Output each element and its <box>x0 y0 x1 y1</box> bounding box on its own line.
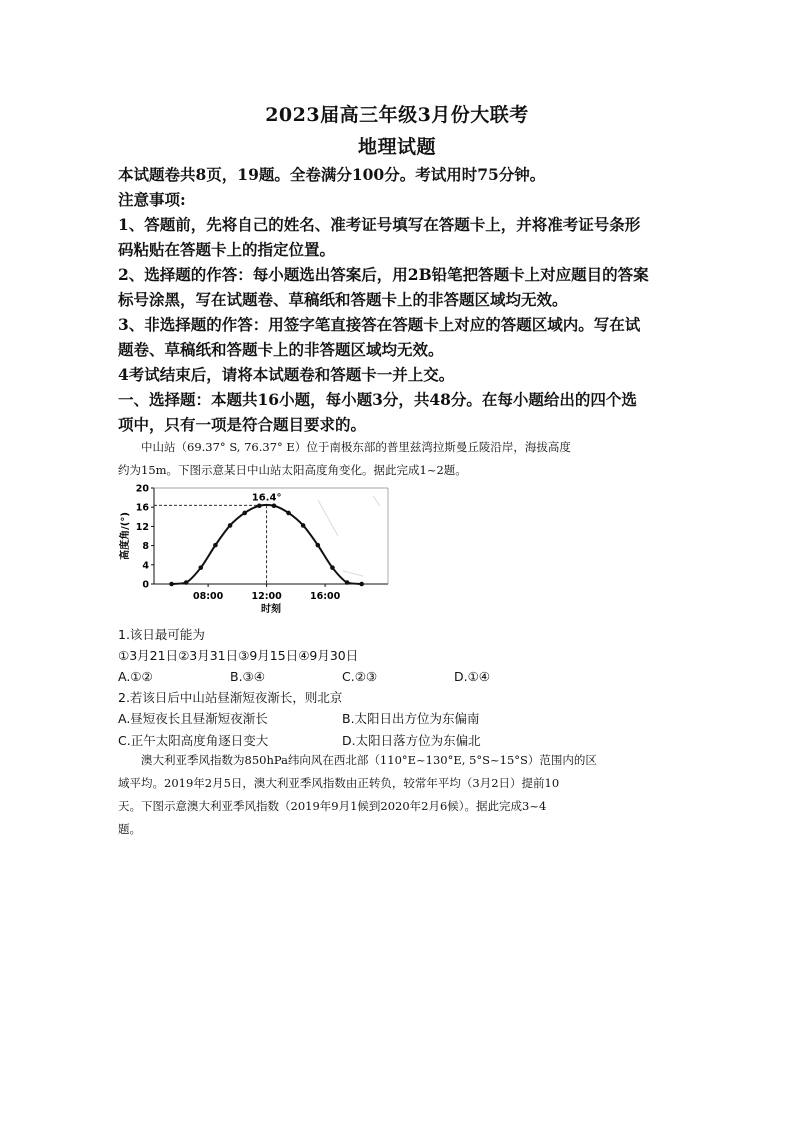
data-point <box>228 523 233 528</box>
exam-title: 2023届高三年级3月份大联考 <box>265 104 529 126</box>
peak-annotation: 16.4° <box>251 492 282 504</box>
exam-subject: 地理试题 <box>357 136 436 158</box>
y-tick-label: 12 <box>135 521 149 533</box>
y-tick-label: 20 <box>135 483 149 495</box>
y-ticks <box>136 484 154 591</box>
question-choices: ①3月21日②3月31日③9月15日④9月30日 <box>118 648 359 663</box>
faint-background-marks <box>318 496 380 576</box>
instruction-line: 2、选择题的作答：每小题选出答案后，用2B铅笔把答题卡上对应题目的答案 <box>118 265 649 284</box>
x-ticks <box>193 584 341 602</box>
option-c[interactable]: C.正午太阳高度角逐日变大 <box>118 733 269 748</box>
instruction-line: 题卷、草稿纸和答题卡上的非答题区域均无效。 <box>118 340 444 359</box>
question-stem: 1.该日最可能为 <box>118 627 205 642</box>
data-point <box>242 511 247 516</box>
instruction-line: 1、答题前，先将自己的姓名、准考证号填写在答题卡上，并将准考证号条形 <box>118 215 641 234</box>
option-row <box>118 730 698 751</box>
peak-guides <box>154 505 267 584</box>
option-d[interactable]: D.太阳日落方位为东偏北 <box>342 733 481 748</box>
question-stem: 2.若该日后中山站昼渐短夜渐长，则北京 <box>118 690 343 705</box>
data-point <box>272 503 277 508</box>
instruction-line: 3、非选择题的作答：用签字笔直接答在答题卡上对应的答题区域内。写在试 <box>118 315 641 334</box>
x-tick-label: 16:00 <box>309 591 341 602</box>
option-d[interactable]: D.①④ <box>454 669 491 684</box>
x-tick-label: 12:00 <box>251 591 282 602</box>
instruction-line: 标号涂黑，写在试题卷、草稿纸和答题卡上的非答题区域均无效。 <box>118 290 568 309</box>
data-point <box>345 580 350 585</box>
passage-line: 约为15m。下图示意某日中山站太阳高度角变化。据此完成1~2题。 <box>118 463 467 477</box>
data-point <box>257 503 262 508</box>
y-tick-label: 0 <box>142 579 149 591</box>
instruction-line: 本试题卷共8页，19题。全卷满分100分。考试用时75分钟。 <box>118 165 546 184</box>
instruction-line: 4考试结束后，请将本试题卷和答题卡一并上交。 <box>118 365 455 384</box>
data-point <box>199 565 204 570</box>
x-axis-label: 时刻 <box>261 604 281 615</box>
data-point <box>301 523 306 528</box>
y-tick-label: 4 <box>142 560 149 572</box>
data-point <box>359 582 364 587</box>
sun-altitude-chart <box>118 476 408 622</box>
option-a[interactable]: A.①② <box>118 669 153 684</box>
passage-line: 域平均。2019年2月5日，澳大利亚季风指数由正转负，较常年平均（3月2日）提前10 <box>118 776 560 790</box>
data-point <box>169 582 174 587</box>
passage-line: 题。 <box>118 822 141 836</box>
section-heading: 项中，只有一项是符合题目要求的。 <box>118 415 367 434</box>
data-point <box>184 580 189 585</box>
passage-line: 中山站（69.37° S, 76.37° E）位于南极东部的普里兹湾拉斯曼丘陵沿岸，海拔高度 <box>118 440 571 454</box>
data-point <box>316 543 321 548</box>
option-row <box>118 708 698 729</box>
y-axis-label: 高度角/(°) <box>120 512 131 560</box>
data-point <box>330 565 335 570</box>
option-b[interactable]: B.③④ <box>230 669 265 684</box>
y-tick-label: 16 <box>135 502 149 514</box>
option-row <box>118 666 698 687</box>
x-tick-label: 08:00 <box>192 591 224 602</box>
section-heading: 一、选择题：本题共16小题，每小题3分，共48分。在每小题给出的四个选 <box>118 390 637 409</box>
data-point <box>286 511 291 516</box>
y-tick-label: 8 <box>142 541 149 553</box>
passage-line: 天。下图示意澳大利亚季风指数（2019年9月1候到2020年2月6候）。据此完成3~4 <box>118 799 547 813</box>
option-c[interactable]: C.②③ <box>342 669 378 684</box>
option-b[interactable]: B.太阳日出方位为东偏南 <box>342 711 480 726</box>
instruction-line: 码粘贴在答题卡上的指定位置。 <box>118 240 336 259</box>
data-point <box>213 543 218 548</box>
instruction-line: 注意事项: <box>118 190 186 209</box>
option-a[interactable]: A.昼短夜长且昼渐短夜渐长 <box>118 711 268 726</box>
passage-line: 澳大利亚季风指数为850hPa纬向风在西北部（110°E~130°E, 5°S~15°S）范围内的区 <box>118 753 597 767</box>
